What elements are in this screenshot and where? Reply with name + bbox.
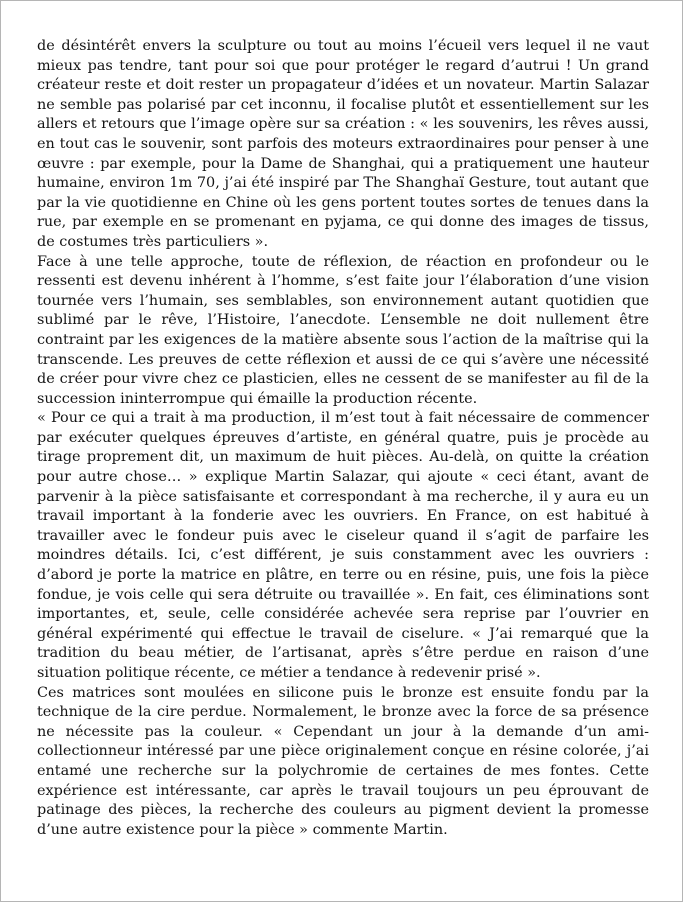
paragraph: de désintérêt envers la sculpture ou tout au moins l’écueil vers lequel il ne vaut mieux pas tendre, tant pour soi que pour protéger le regard d’autrui ! Un grand créateur reste et doit rester un propagateur d’idées et un novateur. Martin Salazar ne semble pas polarisé par cet inconnu, il focalise plutôt et essentiellement sur les allers et retours que l’image opère sur sa création : « les souvenirs, les rêves aussi, en tout cas le souvenir, sont parfois des moteurs extraordinaires pour penser à une œuvre : par exemple, pour la Dame de Shanghai, qui a pratiquement une hauteur humaine, environ 1m 70, j’ai été inspiré par The Shanghaï Gesture, tout autant que par la vie quotidienne en Chine où les gens portent toutes sortes de tenues dans la rue, par exemple en se promenant en pyjama, ce qui donne des images de tissus, de costumes très particuliers ». <box>37 38 649 250</box>
paragraph: « Pour ce qui a trait à ma production, il m’est tout à fait nécessaire de commencer par exécuter quelques épreuves d’artiste, en général quatre, puis je procède au tirage proprement dit, un maximum de huit pièces. Au-delà, on quitte la création pour autre chose… » explique Martin Salazar, qui ajoute « ceci étant, avant de parvenir à la pièce satisfaisante et correspondant à ma recherche, il y aura eu un travail important à la fonderie avec les ouvriers. En France, on est habitué à travailler avec le fondeur puis avec le ciseleur quand il s’agit de parfaire les moindres détails. Ici, c’est différent, je suis constamment avec les ouvriers : d’abord je porte la matrice en plâtre, en terre ou en résine, puis, une fois la pièce fondue, je vois celle qui sera détruite ou travaillée ». En fait, ces éliminations sont importantes, et, seule, celle considérée achevée sera reprise par l’ouvrier en général expérimenté qui effectue le travail de ciselure. « J’ai remarqué que la tradition du beau métier, de l’artisanat, après s’être perdue en raison d’une situation politique récente, ce métier a tendance à redevenir prisé ». <box>37 410 649 681</box>
body-text <box>37 37 649 840</box>
paragraph: Face à une telle approche, toute de réflexion, de réaction en profondeur ou le ressenti est devenu inhérent à l’homme, s’est faite jour l’élaboration d’une vision tournée vers l’humain, ses semblables, son environnement autant quotidien que sublimé par le rêve, l’Histoire, l’anecdote. L’ensemble ne doit nullement être contraint par les exigences de la matière absente sous l’action de la maîtrise qui la transcende. Les preuves de cette réflexion et aussi de ce qui s’avère une nécessité de créer pour vivre chez ce plasticien, elles ne cessent de se manifester au fil de la succession ininterrompue qui émaille la production récente. <box>37 253 649 407</box>
paragraph: Ces matrices sont moulées en silicone puis le bronze est ensuite fondu par la technique de la cire perdue. Normalement, le bronze avec la force de sa présence ne nécessite pas la couleur. « Cependant un jour à la demande d’un ami-collectionneur intéressé par une pièce originalement conçue en résine colorée, j’ai entamé une recherche sur la polychromie de certaines de mes fontes. Cette expérience est intéressante, car après le travail toujours un peu éprouvant de patinage des pièces, la recherche des couleurs au pigment devient la promesse d’une autre existence pour la pièce » commente Martin. <box>37 684 649 838</box>
